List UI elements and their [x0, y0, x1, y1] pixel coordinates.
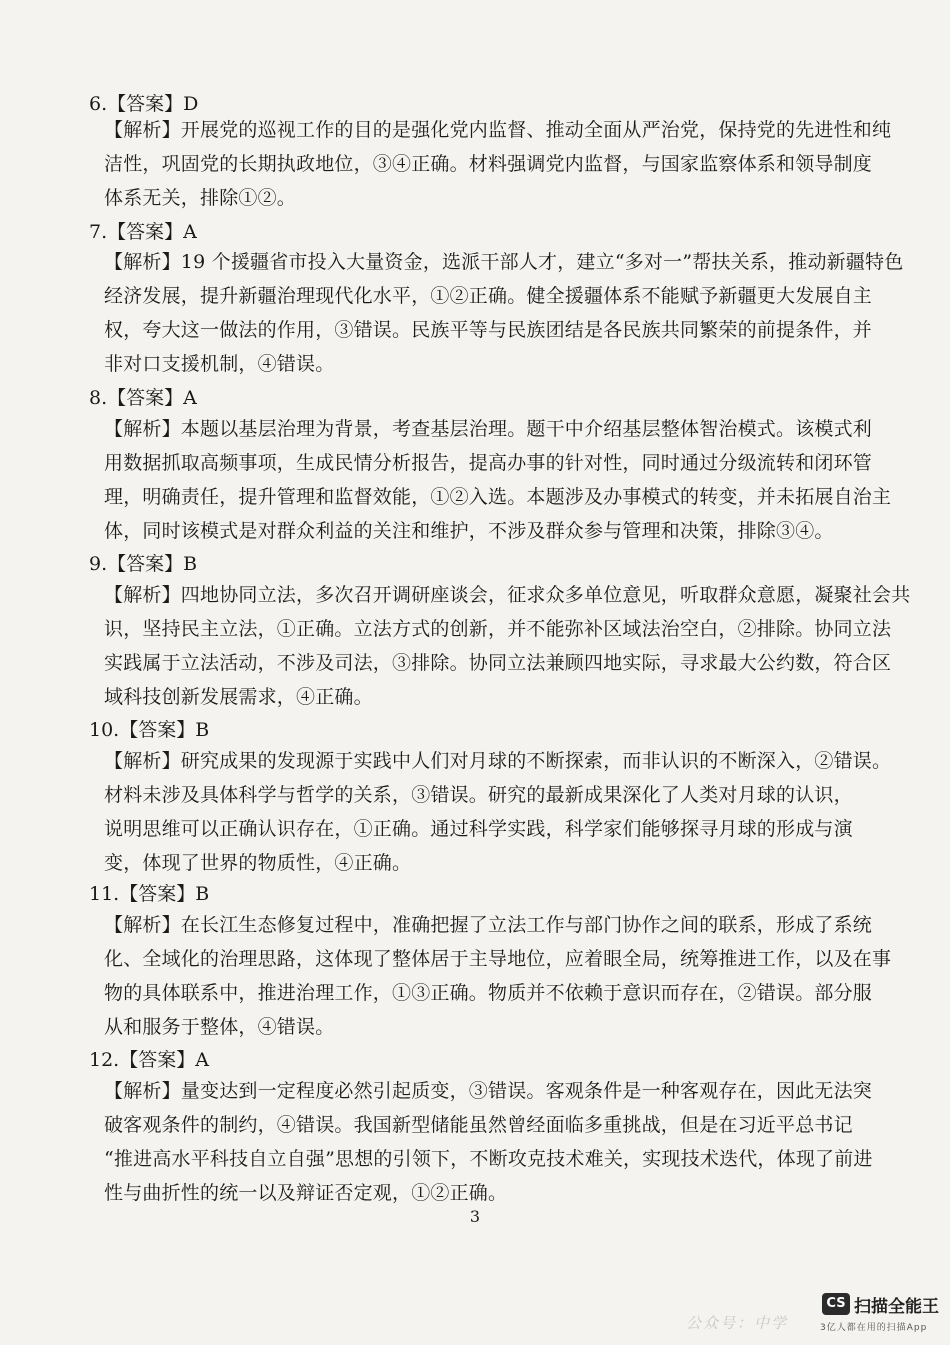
camscanner-logo-icon: CS — [822, 1293, 850, 1315]
explanation — [104, 1074, 873, 1210]
app-tagline: 3亿人都在用的扫描App — [820, 1323, 928, 1333]
explanation-line: 化、全域化的治理思路，这体现了整体居于主导地位，应着眼全局，统筹推进工作，以及在事 — [104, 948, 892, 970]
explanation — [104, 113, 891, 215]
explanation-line: “推进高水平科技自立自强”思想的引领下，不断攻克技术难关，实现技术迭代，体现了前进 — [104, 1148, 873, 1170]
explanation-line: 【解析】19 个援疆省市投入大量资金，选派干部人才，建立“多对一”帮扶关系，推动新疆特色 — [104, 251, 904, 273]
explanation — [104, 245, 903, 381]
answer-label: 12.【答案】A — [89, 1049, 209, 1071]
page-number: 3 — [469, 1207, 481, 1226]
watermark-text: 公众号：中学 — [686, 1314, 789, 1332]
explanation-line: 【解析】四地协同立法，多次召开调研座谈会，征求众多单位意见，听取群众意愿，凝聚社会共 — [104, 584, 911, 606]
explanation-line: 说明思维可以正确认识存在，①正确。通过科学实践，科学家们能够探寻月球的形成与演 — [104, 818, 853, 840]
explanation-line: 【解析】本题以基层治理为背景，考查基层治理。题干中介绍基层整体智治模式。该模式利 — [104, 418, 873, 440]
answer-label: 8.【答案】A — [89, 387, 197, 409]
explanation — [104, 908, 891, 1044]
explanation-line: 性与曲折性的统一以及辩证否定观，①②正确。 — [104, 1182, 508, 1204]
answer-label: 10.【答案】B — [89, 719, 210, 741]
explanation-line: 【解析】研究成果的发现源于实践中人们对月球的不断探索，而非认识的不断深入，②错误。 — [104, 750, 892, 772]
explanation-line: 经济发展，提升新疆治理现代化水平，①②正确。健全援疆体系不能赋予新疆更大发展自主 — [104, 285, 873, 307]
explanation — [104, 744, 891, 880]
explanation-line: 域科技创新发展需求，④正确。 — [104, 686, 373, 708]
answer-label: 7.【答案】A — [89, 221, 197, 243]
explanation-line: 【解析】在长江生态修复过程中，准确把握了立法工作与部门协作之间的联系，形成了系统 — [104, 914, 873, 936]
explanation-line: 实践属于立法活动，不涉及司法，③排除。协同立法兼顾四地实际，寻求最大公约数，符合区 — [104, 652, 892, 674]
explanation-line: 体，同时该模式是对群众利益的关注和维护，不涉及群众参与管理和决策，排除③④。 — [104, 520, 834, 542]
explanation-line: 权，夸大这一做法的作用，③错误。民族平等与民族团结是各民族共同繁荣的前提条件，并 — [104, 319, 873, 341]
explanation — [104, 412, 891, 548]
explanation-line: 识，坚持民主立法，①正确。立法方式的创新，并不能弥补区域法治空白，②排除。协同立法 — [104, 618, 892, 640]
explanation-line: 体系无关，排除①②。 — [104, 187, 297, 209]
explanation-line: 洁性，巩固党的长期执政地位，③④正确。材料强调党内监督，与国家监察体系和领导制度 — [104, 153, 873, 175]
explanation-line: 物的具体联系中，推进治理工作，①③正确。物质并不依赖于意识而存在，②错误。部分服 — [104, 982, 873, 1004]
explanation-line: 【解析】开展党的巡视工作的目的是强化党内监督、推动全面从严治党，保持党的先进性和纯 — [104, 119, 892, 141]
explanation-line: 【解析】量变达到一定程度必然引起质变，③错误。客观条件是一种客观存在，因此无法突 — [104, 1080, 873, 1102]
explanation-line: 材料未涉及具体科学与哲学的关系，③错误。研究的最新成果深化了人类对月球的认识， — [104, 784, 853, 806]
explanation — [104, 578, 910, 714]
explanation-line: 非对口支援机制，④错误。 — [104, 353, 335, 375]
explanation-line: 理，明确责任，提升管理和监督效能，①②入选。本题涉及办事模式的转变，并未拓展自治主 — [104, 486, 892, 508]
explanation-line: 用数据抓取高频事项，生成民情分析报告，提高办事的针对性，同时通过分级流转和闭环管 — [104, 452, 873, 474]
explanation-line: 从和服务于整体，④错误。 — [104, 1016, 335, 1038]
answer-label: 6.【答案】D — [89, 93, 199, 115]
explanation-line: 破客观条件的制约，④错误。我国新型储能虽然曾经面临多重挑战，但是在习近平总书记 — [104, 1114, 853, 1136]
app-name: 扫描全能王 — [854, 1297, 939, 1317]
answer-label: 11.【答案】B — [89, 883, 210, 905]
answer-label: 9.【答案】B — [89, 553, 198, 575]
explanation-line: 变，体现了世界的物质性，④正确。 — [104, 852, 412, 874]
